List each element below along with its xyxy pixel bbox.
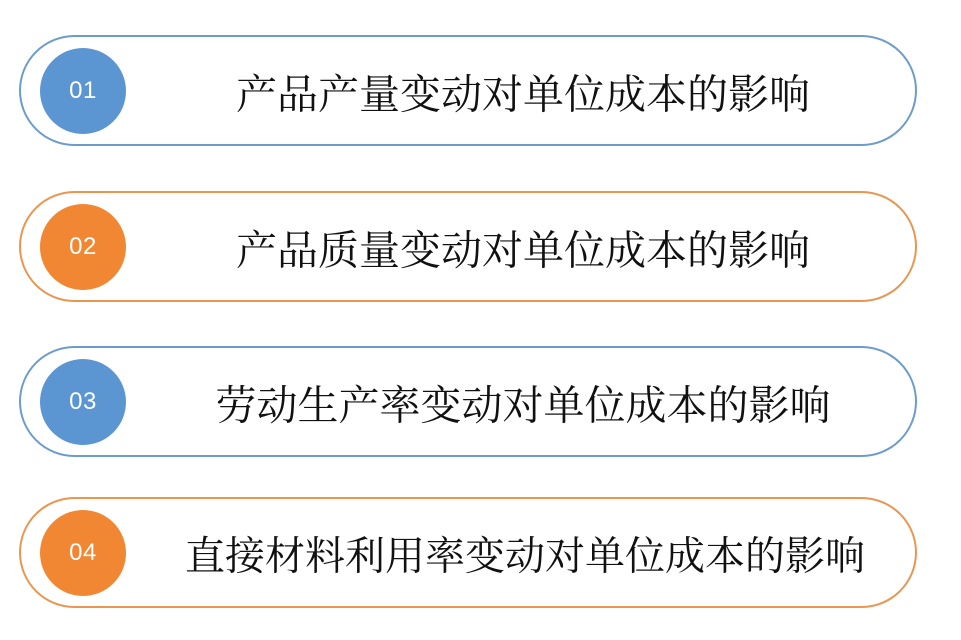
item-label: 产品产量变动对单位成本的影响 [236,70,810,118]
item-label: 直接材料利用率变动对单位成本的影响 [185,533,865,579]
item-label: 劳动生产率变动对单位成本的影响 [215,381,831,429]
number-badge: 03 [40,359,126,445]
list-item-04 [19,497,917,608]
number-badge: 01 [40,48,126,134]
number-badge: 04 [40,510,126,596]
list-item-01 [19,35,917,146]
number-badge: 02 [40,204,126,290]
list-item-03 [19,346,917,457]
list-item-02 [19,191,917,302]
item-label: 产品质量变动对单位成本的影响 [236,226,810,274]
